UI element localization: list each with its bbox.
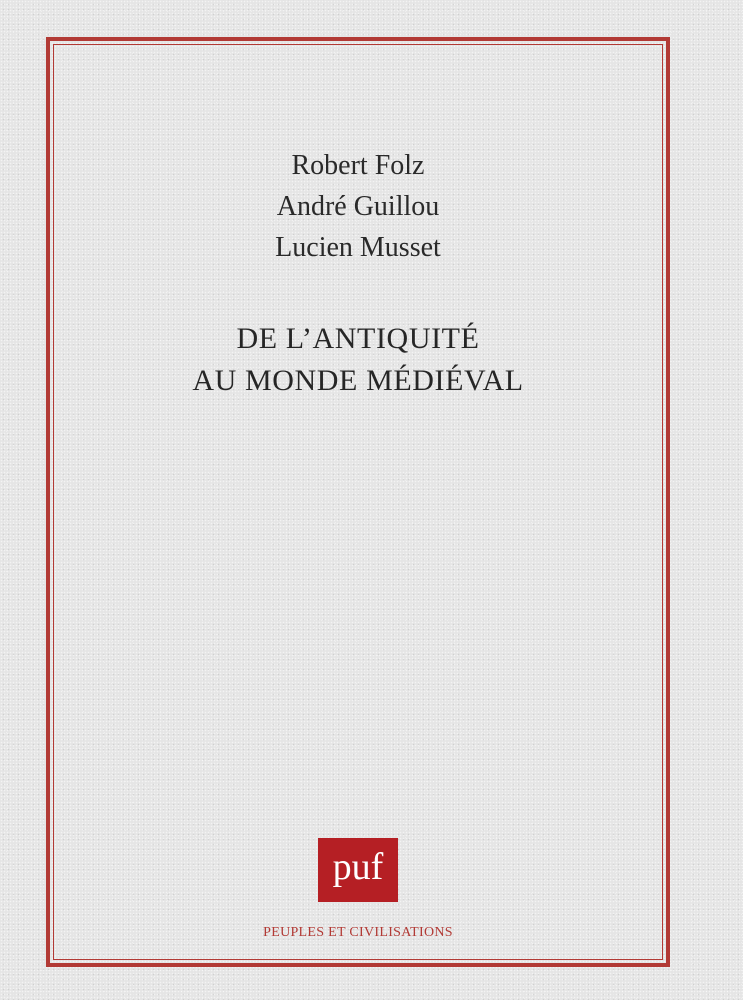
author-name: Robert Folz [291,150,425,181]
book-title [46,318,670,402]
title-line: AU MONDE MÉDIÉVAL [192,364,524,397]
collection-name: PEUPLES ET CIVILISATIONS [263,925,453,940]
author-name: André Guillou [276,191,440,222]
author-list [46,145,670,268]
title-line: DE L’ANTIQUITÉ [236,322,480,355]
publisher-logo: puf [318,838,398,902]
author-name: Lucien Musset [275,232,441,263]
